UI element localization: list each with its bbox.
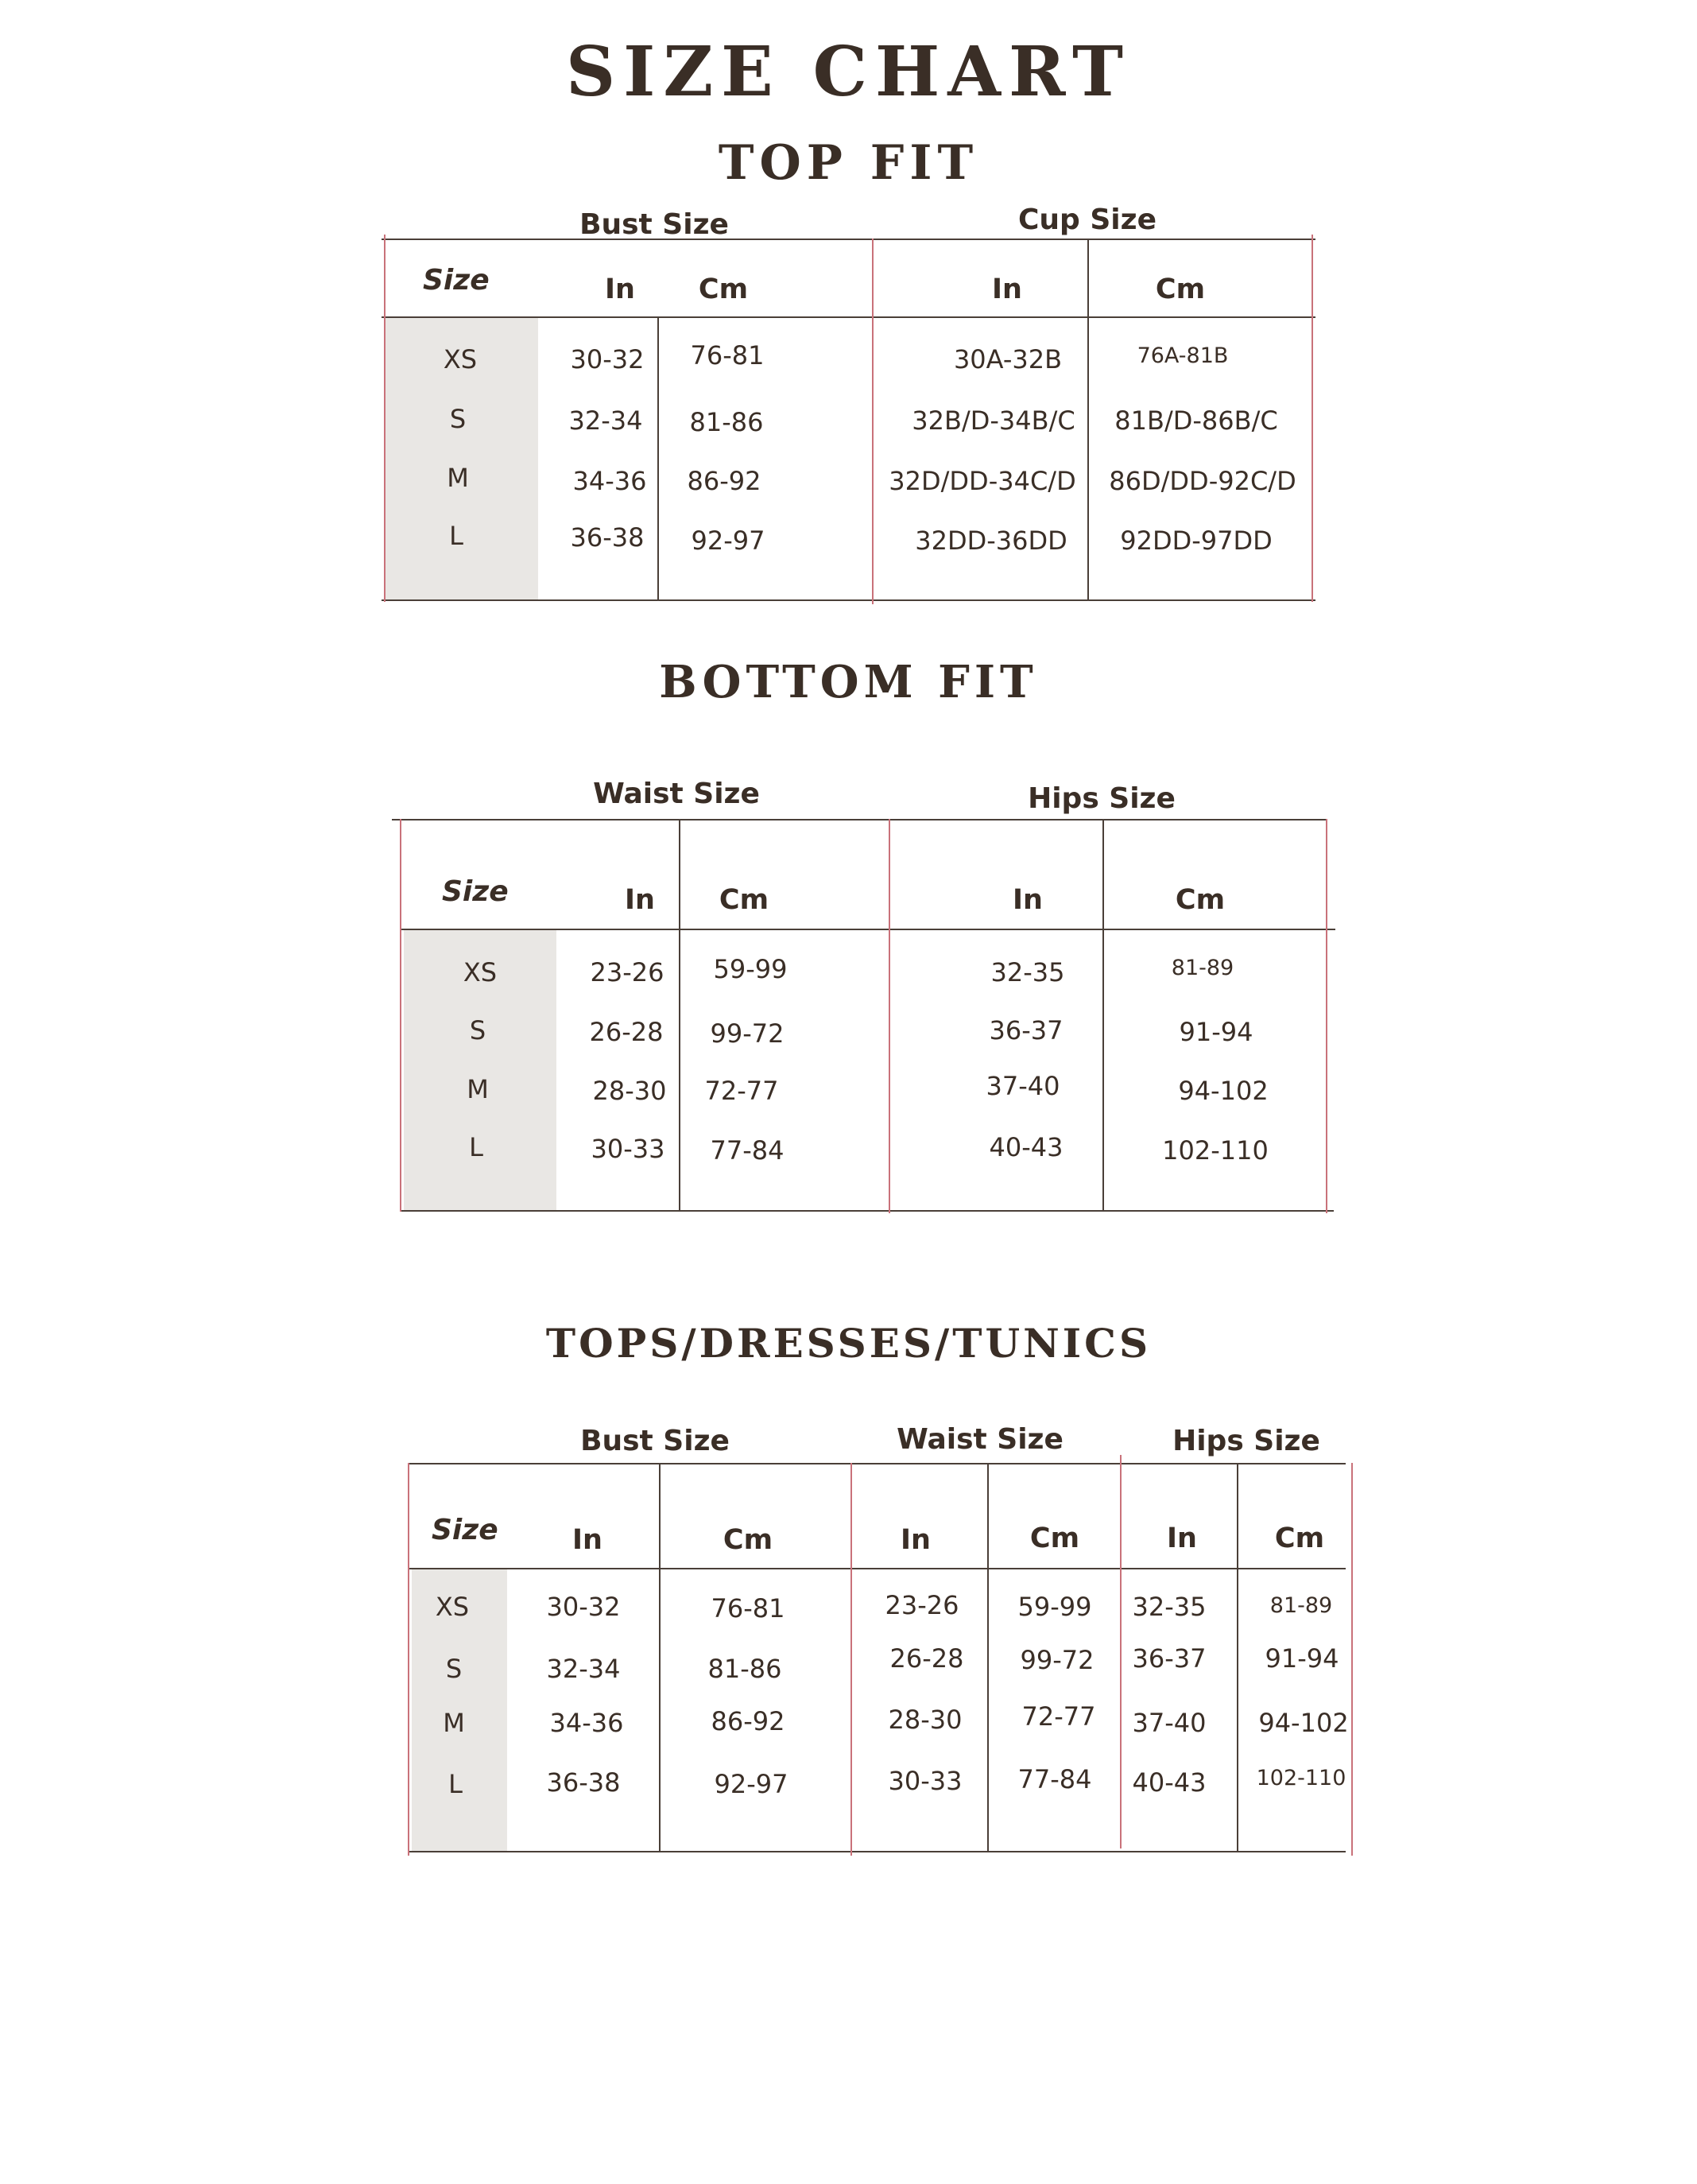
column-divider: [657, 316, 659, 599]
waist-in-cell: 23-26: [885, 1590, 959, 1620]
hips-size-group-label: Hips Size: [1172, 1425, 1320, 1457]
table-top-border: [382, 239, 1315, 240]
hips-cm-header: Cm: [1175, 884, 1226, 916]
group-divider: [850, 1463, 852, 1856]
size-cell: L: [449, 521, 463, 551]
waist-in-header: In: [901, 1524, 931, 1556]
header-divider: [408, 1568, 1346, 1569]
size-cell: L: [448, 1769, 463, 1799]
waist-in-cell: 30-33: [888, 1766, 963, 1796]
hips-in-cell: 40-43: [989, 1132, 1064, 1162]
bust-cm-cell: 86-92: [711, 1706, 785, 1736]
table-right-border: [1311, 235, 1313, 602]
waist-cm-cell: 99-72: [710, 1018, 785, 1049]
hips-cm-cell: 94-102: [1178, 1076, 1269, 1106]
waist-size-group-label: Waist Size: [897, 1423, 1064, 1456]
size-column-header: Size: [442, 875, 509, 908]
group-divider: [872, 239, 874, 604]
cup-cm-cell: 81B/D-86B/C: [1114, 405, 1278, 436]
bust-cm-cell: 92-97: [691, 526, 765, 556]
column-divider: [659, 1463, 661, 1851]
group-divider: [889, 819, 890, 1213]
cup-in-cell: 30A-32B: [953, 344, 1063, 374]
size-cell: S: [449, 404, 467, 434]
hips-in-header: In: [1167, 1523, 1197, 1554]
hips-in-cell: 40-43: [1132, 1767, 1207, 1798]
header-divider: [400, 929, 1335, 930]
table-bottom-border: [400, 1210, 1334, 1212]
bust-cm-header: Cm: [698, 273, 749, 305]
header-divider: [382, 316, 1315, 318]
table-bottom-border: [382, 599, 1315, 601]
column-divider: [679, 819, 680, 1210]
waist-in-cell: 28-30: [592, 1076, 667, 1106]
table-left-border: [384, 235, 386, 602]
waist-cm-cell: 59-99: [1017, 1592, 1092, 1622]
hips-cm-cell: 91-94: [1265, 1643, 1339, 1674]
bust-in-header: In: [605, 273, 635, 305]
bust-in-cell: 30-32: [546, 1592, 621, 1622]
waist-cm-header: Cm: [719, 884, 769, 916]
size-cell: XS: [463, 957, 498, 987]
size-cell: L: [469, 1132, 483, 1162]
waist-cm-cell: 72-77: [1021, 1701, 1096, 1732]
bust-in-header: In: [572, 1524, 602, 1556]
group-divider: [1120, 1455, 1122, 1848]
waist-in-cell: 23-26: [590, 957, 664, 987]
size-cell: M: [447, 463, 469, 493]
waist-in-cell: 26-28: [889, 1643, 964, 1674]
size-cell: S: [445, 1654, 463, 1684]
column-divider: [1087, 239, 1089, 599]
cup-cm-cell: 86D/DD-92C/D: [1109, 466, 1296, 496]
hips-in-cell: 37-40: [1132, 1708, 1207, 1738]
hips-cm-cell: 81-89: [1171, 956, 1234, 980]
waist-cm-header: Cm: [1029, 1523, 1080, 1554]
top-fit-heading: TOP FIT: [718, 135, 979, 191]
bust-in-cell: 34-36: [572, 466, 647, 496]
waist-cm-cell: 72-77: [704, 1076, 779, 1106]
hips-in-header: In: [1013, 884, 1043, 916]
hips-cm-cell: 94-102: [1258, 1708, 1349, 1738]
waist-in-cell: 26-28: [589, 1017, 664, 1047]
column-divider: [1102, 819, 1104, 1210]
hips-in-cell: 36-37: [1132, 1643, 1207, 1674]
size-cell: M: [467, 1074, 489, 1104]
column-divider: [987, 1463, 989, 1852]
table-right-border: [1351, 1463, 1353, 1856]
table-left-border: [408, 1463, 409, 1856]
bust-in-cell: 36-38: [570, 522, 645, 553]
cup-cm-header: Cm: [1155, 273, 1206, 305]
waist-cm-cell: 77-84: [710, 1135, 785, 1166]
bust-size-group-label: Bust Size: [579, 208, 729, 241]
waist-in-cell: 30-33: [591, 1134, 665, 1164]
table-top-border: [392, 819, 1326, 820]
table-bottom-border: [408, 1851, 1346, 1852]
bust-cm-header: Cm: [723, 1524, 773, 1556]
hips-cm-header: Cm: [1274, 1523, 1325, 1554]
hips-cm-cell: 91-94: [1179, 1017, 1253, 1047]
size-cell: XS: [443, 344, 478, 374]
bust-cm-cell: 92-97: [714, 1769, 788, 1799]
cup-in-cell: 32D/DD-34C/D: [889, 466, 1076, 496]
bust-in-cell: 34-36: [549, 1708, 624, 1738]
waist-cm-cell: 99-72: [1020, 1645, 1095, 1675]
waist-in-header: In: [625, 884, 655, 916]
hips-cm-cell: 102-110: [1256, 1766, 1346, 1790]
size-cell: XS: [435, 1592, 470, 1622]
bust-size-group-label: Bust Size: [580, 1425, 730, 1457]
waist-cm-cell: 59-99: [713, 954, 788, 984]
cup-in-cell: 32B/D-34B/C: [912, 405, 1075, 436]
bust-cm-cell: 76-81: [690, 340, 765, 370]
size-cell: M: [443, 1708, 465, 1738]
page-title: SIZE CHART: [566, 32, 1131, 112]
bust-in-cell: 32-34: [546, 1654, 621, 1684]
bust-in-cell: 36-38: [546, 1767, 621, 1798]
tops-dresses-tunics-heading: TOPS/DRESSES/TUNICS: [545, 1320, 1152, 1367]
cup-size-group-label: Cup Size: [1018, 204, 1157, 236]
bust-cm-cell: 81-86: [689, 407, 764, 437]
bust-cm-cell: 76-81: [711, 1593, 785, 1623]
hips-size-group-label: Hips Size: [1028, 782, 1176, 815]
bust-cm-cell: 86-92: [687, 466, 761, 496]
waist-in-cell: 28-30: [888, 1705, 963, 1735]
hips-in-cell: 36-37: [989, 1015, 1064, 1045]
hips-in-cell: 32-35: [1132, 1592, 1207, 1622]
bottom-fit-heading: BOTTOM FIT: [659, 656, 1038, 708]
size-cell: S: [469, 1015, 486, 1045]
hips-in-cell: 32-35: [990, 957, 1065, 987]
table-left-border: [400, 819, 401, 1212]
cup-cm-cell: 92DD-97DD: [1120, 526, 1273, 556]
table-top-border: [408, 1463, 1346, 1464]
hips-in-cell: 37-40: [986, 1071, 1060, 1101]
cup-cm-cell: 76A-81B: [1137, 343, 1229, 368]
bust-cm-cell: 81-86: [707, 1654, 782, 1684]
cup-in-header: In: [992, 273, 1022, 305]
hips-cm-cell: 102-110: [1162, 1135, 1269, 1166]
column-divider: [1237, 1463, 1238, 1852]
size-column-header: Size: [423, 264, 490, 297]
cup-in-cell: 32DD-36DD: [915, 526, 1067, 556]
waist-size-group-label: Waist Size: [593, 778, 760, 810]
hips-cm-cell: 81-89: [1269, 1593, 1333, 1618]
size-column-header: Size: [432, 1514, 498, 1546]
table-right-border: [1326, 819, 1327, 1213]
bust-in-cell: 32-34: [568, 405, 643, 436]
waist-cm-cell: 77-84: [1017, 1764, 1092, 1794]
bust-in-cell: 30-32: [570, 344, 645, 374]
